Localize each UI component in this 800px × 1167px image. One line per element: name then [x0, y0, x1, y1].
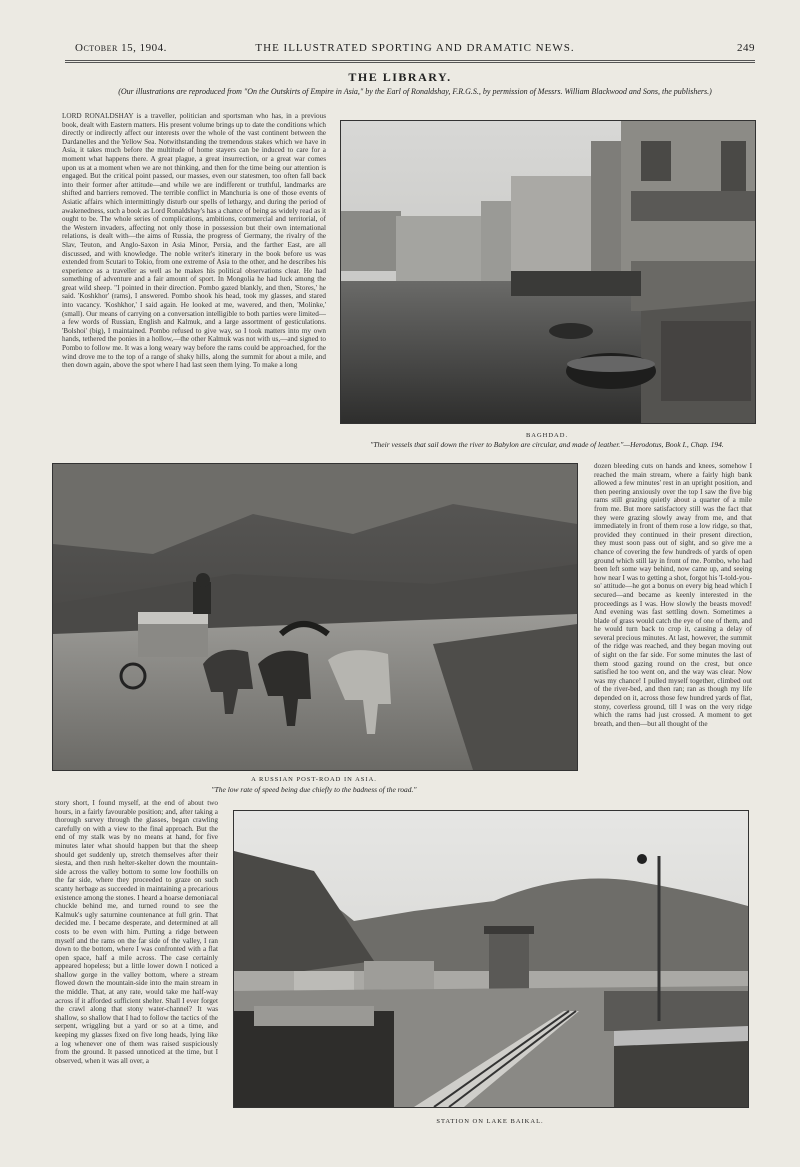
post-road-caption-quote: "The low rate of speed being due chiefly to the badness of the road." [211, 785, 417, 794]
article-text-2: dozen bleeding cuts on hands and knees, somehow I reached the main stream, where a fairly high bank allowed a few minutes' rest in an upright position, and then peering anxiously over the top I saw the five big rams still grazing quietly about a quarter of a mile from me. But more satisfactory still was the fact that they were grazing slowly away from me, and that immediately in front of them rose a low ridge, so that, provided they continued in their present direction, they must soon pass out of sight, and so give me a chance of covering the few hundreds of yards of open ground which still lay in front of me. Pombo, who had been left some way behind, now came up, and seeing how near I was to getting a shot, forgot his 'I-told-you-so' attitude—he got a bonus on every big head which I secured—and became as keenly interested in the proceedings as I was. How slowly the beasts moved! And evening was fast settling down. Sometimes a blade of grass would catch the eye of one of them, and he would turn back to crop it, causing a delay of several precious minutes. At last, however, the summit of the ridge was reached, and they began moving out of sight on the far side. For some minutes the last of them stood gazing round on the crest, but once satisfied he too went on, and the way was clear. Now was my chance! I pulled myself together, climbed out of the river-bed, and then ran; ran as though my life depended on it, across those few hundred yards of flat, stony, coverless ground, till I was on the very ridge which the rams had just crossed. A moment to get breath, and then—but all thought of the [594, 462, 752, 728]
header-rule-thin [65, 62, 755, 63]
post-road-caption-title: A RUSSIAN POST-ROAD IN ASIA. [251, 776, 377, 783]
section-title: THE LIBRARY. [348, 70, 452, 84]
article-text-3: story short, I found myself, at the end of about two hours, in a fairly favourable position; and, after taking a thorough survey through the glasses, began crawling carefully on with a view to the final approach. But the end of my stalk was by no means at hand, for five minutes later what should happen but that the sheep should get suddenly up, stretch themselves after their siesta, and then rush helter-skelter down the mountain-side across the valley bottom to some low foothills on the far side, where they proceeded to graze on such scanty herbage as succeeded in maintaining a precarious existence among the stones. I heard a hoarse demoniacal chuckle behind me, and turned round to see the Kalmuk's ugly saturnine countenance at full grin. That decided me. I became desperate, and determined at all costs to be even with him. Putting a ridge between myself and the rams on the far side of the valley, I ran down to the bottom, where I was confronted with a flat open space, half a mile across. The case certainly appeared hopeless; but a little lower down I noticed a shallow gorge in the valley bottom, where a stream flowed down the mountain-side into the main stream in the middle. That, at any rate, would take me half-way across if it afforded sufficient shelter. Shall I ever forget the crawl along that stony water-channel? It was shallow, so shallow that I had to follow the tactics of the serpent, wriggling but a yard or so at a time, and keeping my glasses fixed on five long heads, lying like a log whenever one of them was raised suspiciously from the ground. It passed unnoticed at the time, but I observed, when it was all over, a [55, 799, 218, 1065]
source-note: (Our illustrations are reproduced from "On the Outskirts of Empire in Asia," by the Earl of Ronaldshay, F.R.G.S., by permission of Messrs. William Blackwood and Sons, the publishers.) [118, 87, 712, 96]
lake-baikal-station-photo [233, 810, 749, 1108]
post-road-photo [52, 463, 578, 771]
article-text-1: LORD RONALDSHAY is a traveller, politician and sportsman who has, in a previous book, dealt with Eastern matters. His present volume brings up to date the conditions which directly or indirectly affect our interests over the whole of the vast continent between the Dardanelles and the Yellow Sea. Notwithstanding the tremendous stakes which we have in Asia, it takes much before the multitude of home stayers can be induced to care for a moment what happens there. A great plague, a great insurrection, or a great war comes upon us at a moment when we are not thinking, and then for the time being our attention is engaged. But the critical point passed, our masses, even our statesmen, too often fall back into their former after attitude—and while we are indifferent or truthful, landmarks are shifted and barriers removed. The terrible conflict in Manchuria is one of those events of Asiatic affairs which intermittingly disturb our spells of lethargy, and during the period of awakenedness, such a book as Lord Ronaldshay's has a chance of being as widely read as it ought to be. The whole series of complications, ambitions, commercial and territorial, of the Western invaders, affecting not only those in possession but their own international relations, is dealt with—the aims of Russia, the progress of Germany, the rivalry of the Slav, Teuton, and Anglo-Saxon in Asia Minor, Persia, and the farther East, are all discussed, and with knowledge. The noble writer's itinerary in the book before us was extended from Scutari to Tokio, from one extreme of Asia to the other, and he describes his experience as a traveller as well as he makes his political observations clear. He had something of adventure and a fair amount of sport. In Mongolia he had luck among the great wild sheep. "I pointed in their direction. Pombo gazed blankly, and then, 'Stores,' he said. 'Koshkhor' (rams), I answered. Pombo shook his head, took my glasses, and stared into vacancy. 'Koshkhor,' I said again. He looked at me, wavered, and then, 'Molinke,' (small). Our means of carrying on a conversation intelligible to both parties were limited—a few words of Russian, English and Kalmuk, and a large assortment of gesticulations. 'Bolshoi' (big), I maintained. Pombo refused to give way, so I took matters into my own hands, tethered the ponies in a hollow,—the other Kalmuk was not with us,—and signed to Pombo to follow me. It was a long weary way before the rams could be approached, for the wind drove me to the top of a range of shaky hills, along the summit for about a mile, and then down again, above the spot where I had last seen them lying. To make a long [62, 112, 326, 370]
lake-baikal-caption-title: STATION ON LAKE BAIKAL. [436, 1118, 544, 1125]
baghdad-caption-quote: "Their vessels that sail down the river to Babylon are circular, and made of leather."—Herodotus, Book I., Chap. 194. [370, 440, 724, 449]
article-column-1 [62, 112, 326, 446]
header-rule [65, 60, 755, 61]
baghdad-photo [340, 120, 756, 424]
masthead: THE ILLUSTRATED SPORTING AND DRAMATIC NEWS. [255, 42, 575, 54]
article-column-3 [55, 799, 218, 1122]
page-number: 249 [737, 42, 755, 54]
baghdad-caption-title: BAGHDAD. [525, 432, 569, 439]
page-header [75, 42, 755, 58]
article-column-2 [594, 462, 752, 794]
issue-date: October 15, 1904. [75, 42, 167, 54]
